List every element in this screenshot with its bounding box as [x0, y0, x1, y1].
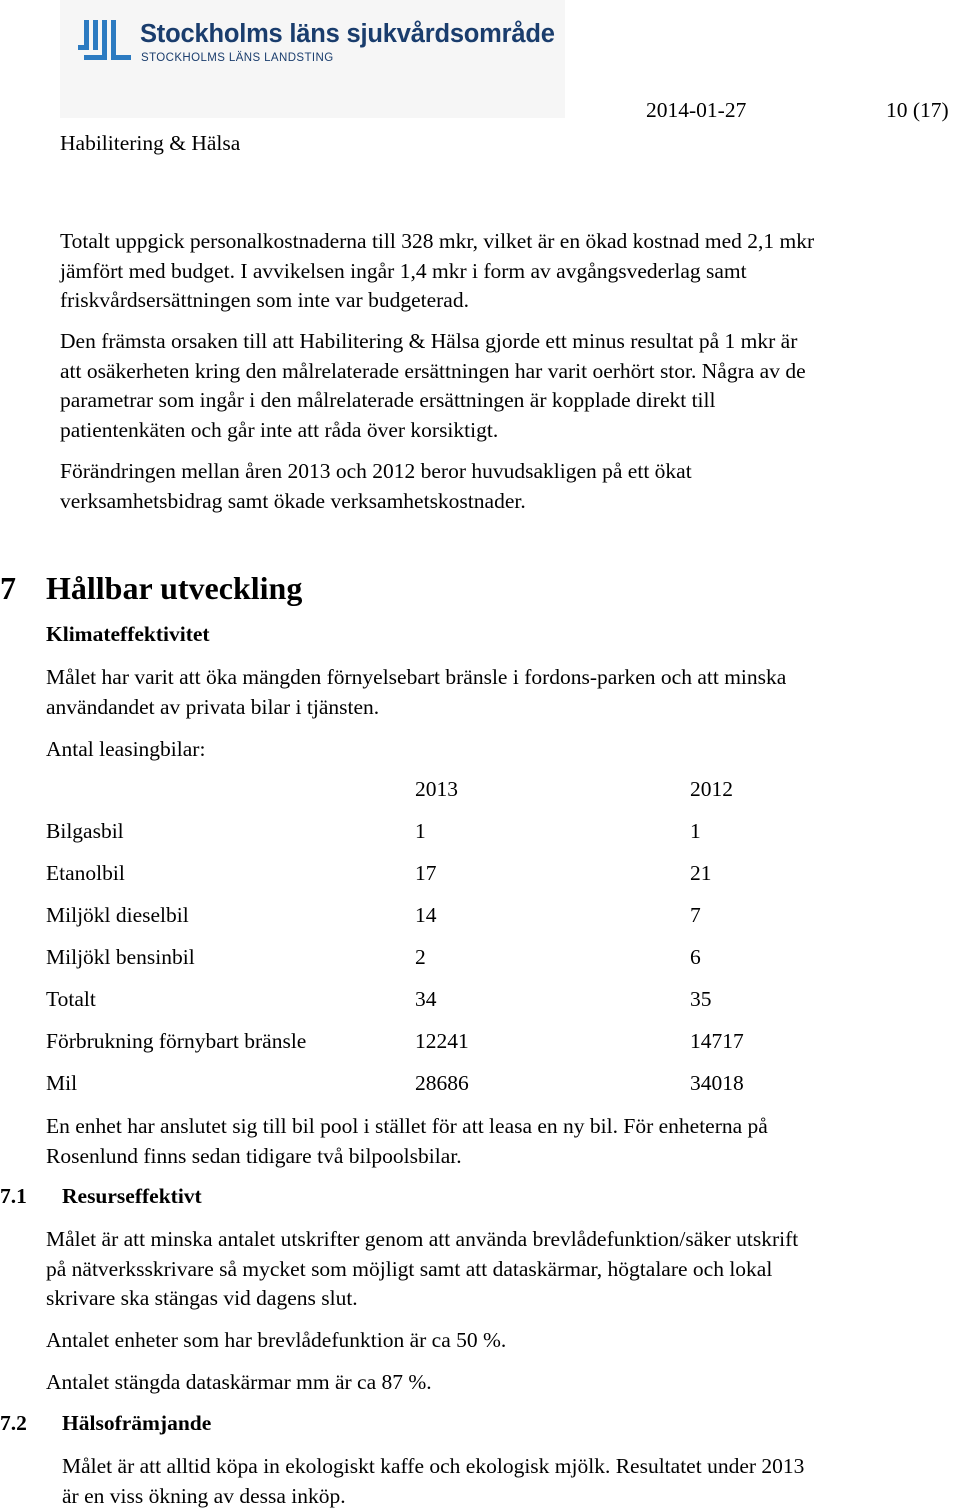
table-cell-2012: 34018 [690, 1071, 744, 1096]
table-row-label: Mil [46, 1071, 77, 1096]
header-unit: Habilitering & Hälsa [60, 131, 240, 156]
paragraph-health-goal [62, 1452, 804, 1511]
logo-subtitle: STOCKHOLMS LÄNS LANDSTING [141, 52, 334, 64]
paragraph-change-between-years [60, 457, 692, 516]
table-intro: Antal leasingbilar: [46, 735, 205, 765]
table-row-label: Totalt [46, 987, 96, 1012]
header-page-number: 10 (17) [886, 98, 949, 123]
table-cell-2012: 6 [690, 945, 701, 970]
paragraph-screens-off: Antalet stängda dataskärmar mm är ca 87 %. [46, 1368, 432, 1398]
table-cell-2013: 28686 [415, 1071, 469, 1096]
paragraph-personnel-costs [60, 227, 814, 316]
table-cell-2013: 1 [415, 819, 426, 844]
table-cell-2013: 12241 [415, 1029, 469, 1054]
table-row-label: Miljökl dieselbil [46, 903, 189, 928]
table-cell-2012: 7 [690, 903, 701, 928]
table-header-2012: 2012 [690, 777, 733, 802]
text-line: på nätverksskrivare så mycket som möjligt samt att dataskärmar, högtalare och lokal [46, 1255, 798, 1285]
text-line: Rosenlund finns sedan tidigare två bilpoolsbilar. [46, 1142, 768, 1172]
table-cell-2013: 17 [415, 861, 437, 886]
text-line: parametrar som ingår i den målrelaterade ersättningen är kopplade direkt till [60, 386, 806, 416]
table-cell-2012: 35 [690, 987, 712, 1012]
table-cell-2012: 21 [690, 861, 712, 886]
paragraph-mailbox-function: Antalet enheter som har brevlådefunktion är ca 50 %. [46, 1326, 506, 1356]
text-line: Den främsta orsaken till att Habilitering & Hälsa gjorde ett minus resultat på 1 mkr är [60, 327, 806, 357]
table-cell-2013: 34 [415, 987, 437, 1012]
text-line: verksamhetsbidrag samt ökade verksamhetskostnader. [60, 487, 692, 517]
table-cell-2013: 2 [415, 945, 426, 970]
text-line: jämfört med budget. I avvikelsen ingår 1,4 mkr i form av avgångsvederlag samt [60, 257, 814, 287]
header-date: 2014-01-27 [646, 98, 746, 123]
table-row-label: Förbrukning förnybart bränsle [46, 1029, 306, 1054]
section-7-2-number: 7.2 [0, 1411, 27, 1436]
text-line: är en viss ökning av dessa inköp. [62, 1482, 804, 1511]
text-line: Målet har varit att öka mängden förnyelsebart bränsle i fordons-parken och att minska [46, 663, 786, 693]
landsting-logo-icon [78, 18, 134, 64]
section-7-number: 7 [0, 570, 16, 607]
paragraph-resource-goal [46, 1225, 798, 1314]
table-header-2013: 2013 [415, 777, 458, 802]
text-line: patientenkäten och går inte att råda över korsiktigt. [60, 416, 806, 446]
text-line: Förändringen mellan åren 2013 och 2012 beror huvudsakligen på ett ökat [60, 457, 692, 487]
paragraph-climate-goal [46, 663, 786, 722]
table-cell-2013: 14 [415, 903, 437, 928]
section-7-1-number: 7.1 [0, 1184, 27, 1209]
table-cell-2012: 14717 [690, 1029, 744, 1054]
paragraph-car-pool [46, 1112, 768, 1171]
text-line: Målet är att minska antalet utskrifter genom att använda brevlådefunktion/säker utskrift [46, 1225, 798, 1255]
text-line: Målet är att alltid köpa in ekologiskt kaffe och ekologisk mjölk. Resultatet under 2013 [62, 1452, 804, 1482]
section-7-2-title: Hälsofrämjande [62, 1411, 211, 1436]
table-row-label: Miljökl bensinbil [46, 945, 195, 970]
section-7-title: Hållbar utveckling [46, 570, 302, 607]
text-line: att osäkerheten kring den målrelaterade ersättningen har varit oerhört stor. Några av de [60, 357, 806, 387]
text-line: användandet av privata bilar i tjänsten. [46, 693, 786, 723]
table-row-label: Etanolbil [46, 861, 125, 886]
text-line: skrivare ska stängas vid dagens slut. [46, 1284, 798, 1314]
text-line: friskvårdsersättningen som inte var budgeterad. [60, 286, 814, 316]
table-row-label: Bilgasbil [46, 819, 124, 844]
paragraph-result-cause [60, 327, 806, 445]
text-line: En enhet har anslutet sig till bil pool i stället för att leasa en ny bil. För enheterna på [46, 1112, 768, 1142]
table-cell-2012: 1 [690, 819, 701, 844]
logo-name: Stockholms läns sjukvårdsområde [140, 20, 555, 49]
subheading-climate-efficiency: Klimateffektivitet [46, 622, 210, 647]
section-7-1-title: Resurseffektivt [62, 1184, 202, 1209]
text-line: Totalt uppgick personalkostnaderna till 328 mkr, vilket är en ökad kostnad med 2,1 mkr [60, 227, 814, 257]
